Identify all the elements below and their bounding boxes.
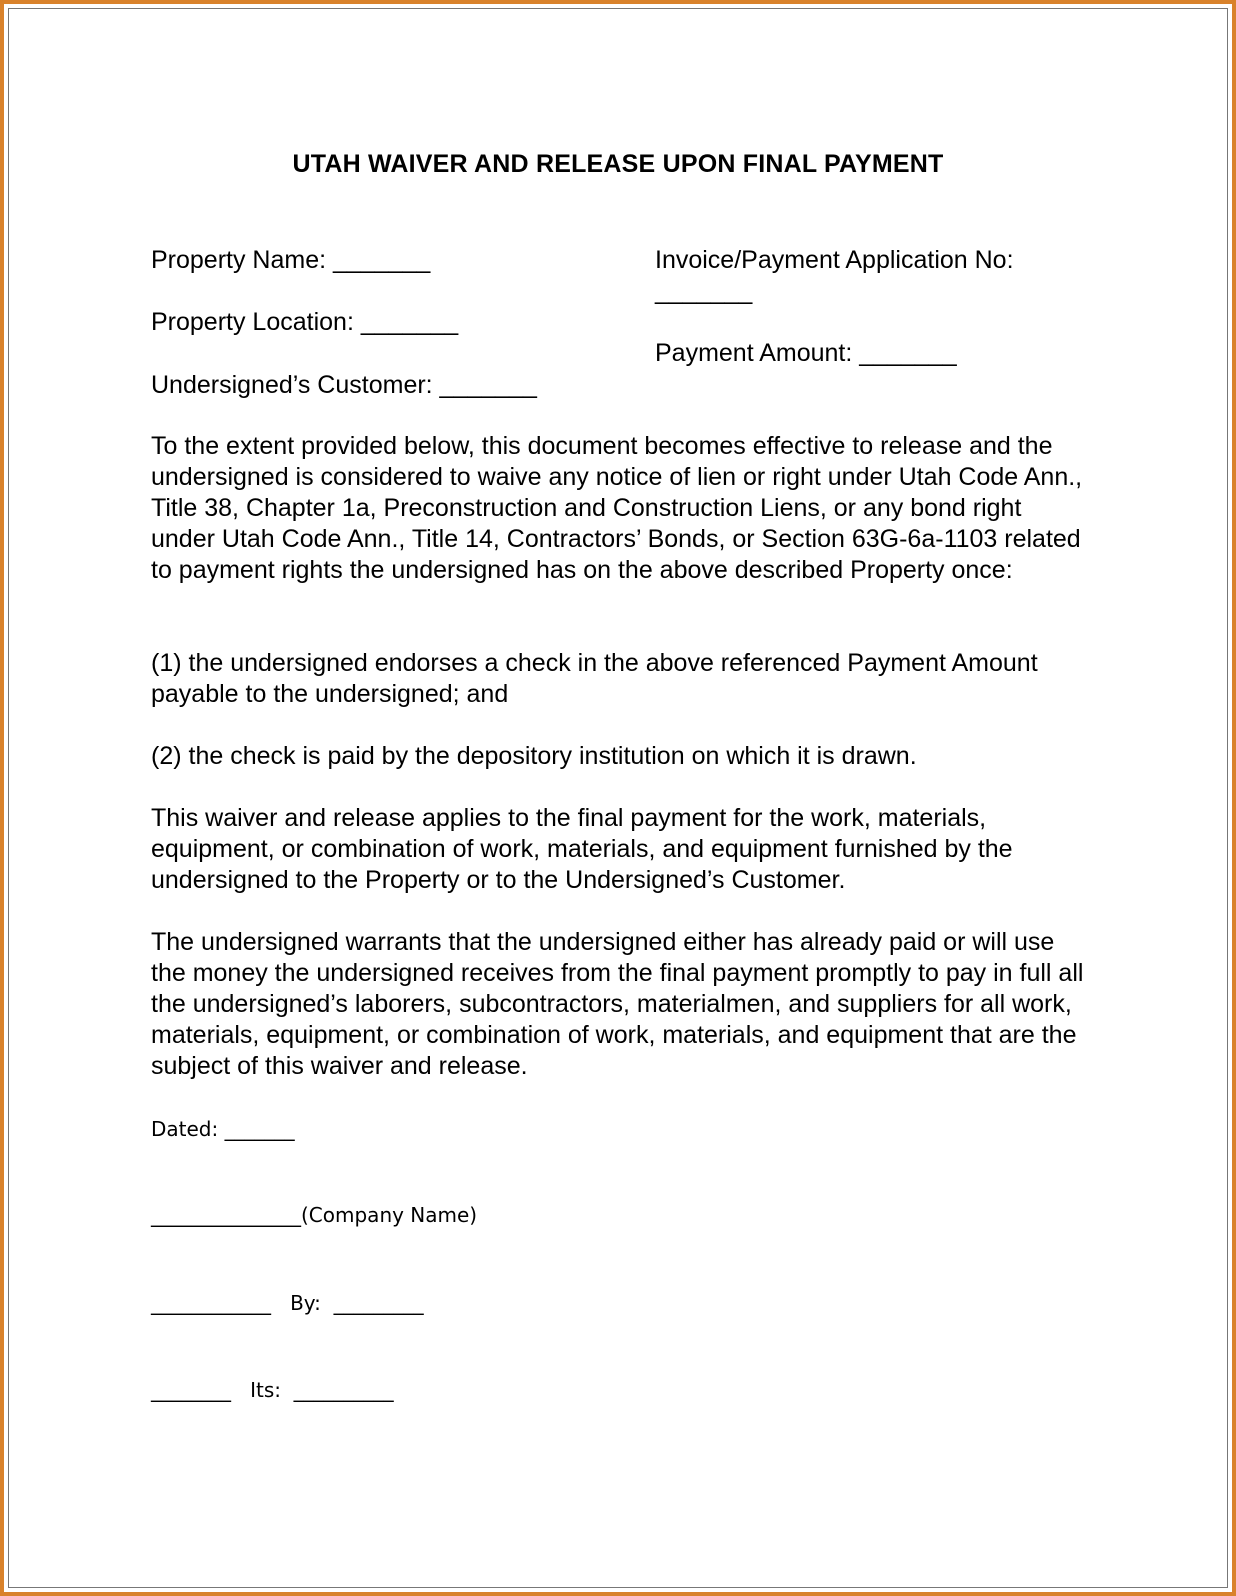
invoice-label: Invoice/Payment Application No: [655, 246, 1014, 274]
document-title: UTAH WAIVER AND RELEASE UPON FINAL PAYMENT [292, 150, 944, 178]
paragraph-condition-2: (2) the check is paid by the depository institution on which it is drawn. [151, 742, 917, 770]
property-name-field: Property Name: _______ [151, 246, 431, 274]
invoice-blank: _______ [655, 277, 753, 305]
customer-field: Undersigned’s Customer: _______ [151, 371, 537, 399]
its-line: ________ Its: __________ [151, 1378, 394, 1402]
property-location-field: Property Location: _______ [151, 308, 459, 336]
paragraph-intro: To the extent provided below, this document becomes effective to release and the undersigned is considered to waive any notice of lien or right under Utah Code Ann., Title 38, Chapter 1a, Preconstruction and Construction Liens, or any bond right under Utah Code Ann., Title 14, Contractors’ Bonds, or Section 63G-6a-1103 related to payment rights the undersigned has on the above described Property once: [151, 432, 1083, 584]
dated-line: Dated: _______ [151, 1117, 295, 1141]
payment-amount-field: Payment Amount: _______ [655, 339, 957, 367]
paragraph-scope: This waiver and release applies to the final payment for the work, materials, equipment, or combination of work, materials, and equipment furnished by the undersigned to the Property or to the Undersigned’s Customer. [151, 804, 1013, 894]
company-name-line: _______________(Company Name) [151, 1203, 478, 1227]
paragraph-condition-1: (1) the undersigned endorses a check in the above referenced Payment Amount payable to the undersigned; and [151, 649, 1038, 708]
paragraph-warranty: The undersigned warrants that the undersigned either has already paid or will use the money the undersigned receives from the final payment promptly to pay in full all the undersigned’s laborers, subcontractors, materialmen, and suppliers for all work, materials, equipment, or combination of work, materials, and equipment that are the subject of this waiver and release. [151, 928, 1084, 1080]
by-line: ____________ By: _________ [151, 1291, 424, 1315]
